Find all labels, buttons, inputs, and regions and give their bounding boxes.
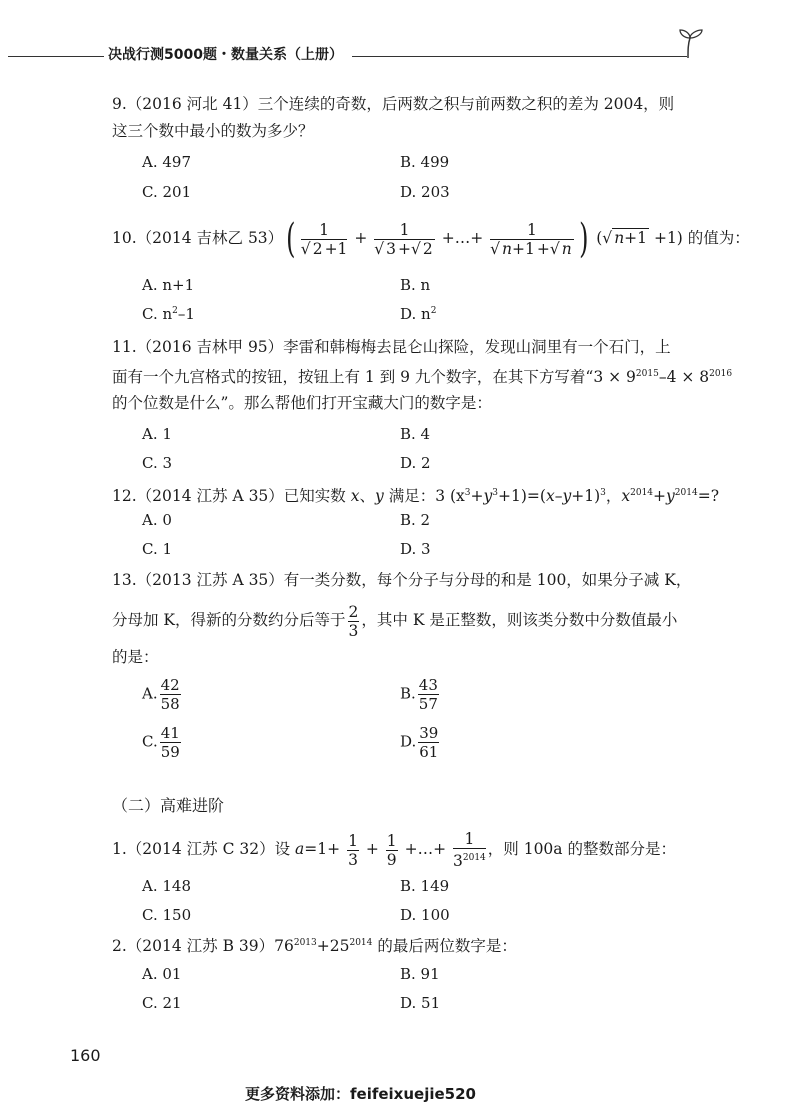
q11-line2: 面有一个九宫格式的按钮，按钮上有 1 到 9 九个数字，在其下方写着“$3 \times 9^{2015}-4 \times 8^{2016}$ [112,368,733,386]
q10-option-a: A. n+1 [142,276,195,294]
q13-frac: $\frac{2}{3}$ [348,602,359,640]
q10-stem: 10.（2014 吉林乙 53）( $\frac{1}{√ 2 +1}$ + $\frac{1}{√ 3 +√ 2}$ +…+ $\frac{1}{√ n+1 +√ n}$ ) (√ n+1 +1) 的值为： [112,216,750,262]
footer-note: 更多资料添加：feifeixuejie520 [245,1085,476,1103]
q11-line3: 的个位数是什么”。那么帮他们打开宝藏大门的数字是： [112,394,492,412]
q9-option-c: C. 201 [142,183,192,201]
q10-paren-close: ) [578,216,589,262]
q13-line1: 13.（2013 江苏 A 35）有一类分数，每个分子与分母的和是 100，如果分子减 K， [112,571,692,589]
q12-option-b: B. 2 [400,511,431,529]
q9-option-a: A. 497 [142,153,191,171]
s2-q1-option-d: D. 100 [400,906,450,924]
q9-option-d: D. 203 [400,183,450,201]
q10-option-b: B. n [400,276,431,294]
q10-option-d: D. $n^2$ [400,305,437,323]
q9-line2: 这三个数中最小的数为多少？ [112,122,314,140]
q10-suffix: 的值为： [687,229,750,247]
q9-line1: 9.（2016 河北 41）三个连续的奇数，后两数之积与前两数之积的差为 2004，则 [112,95,675,113]
s2-q2-option-c: C. 21 [142,994,182,1012]
s2-q1-stem: 1.（2014 江苏 C 32）设 a=1+ $\frac{1}{3}$ + $\frac{1}{9}$ +…+ $\frac{1}{3^{2014}}$ ，则 100a 的整数部分是： [112,830,676,870]
q13-line2: 分母加 K，得新的分数约分后等于 $\frac{2}{3}$ ，其中 K 是正整数，则该类分数中分数值最小 [112,602,678,640]
q12-stem: 12.（2014 江苏 A 35）已知实数 x、y 满足：3 $(x^3+y^3+1)=(x-y+1)^3$，$x^{2014}+y^{2014}=$? [112,487,720,505]
page-number: 160 [70,1046,101,1065]
q11-option-d: D. 2 [400,454,431,472]
q10-prefix: 10.（2014 吉林乙 53） [112,229,284,247]
s2-q1-option-a: A. 148 [142,877,191,895]
section-title: （二）高难进阶 [112,796,225,815]
q11-line1: 11.（2016 吉林甲 95）李雷和韩梅梅去昆仑山探险，发现山洞里有一个石门，上 [112,338,671,356]
s2-q2-stem: 2.（2014 江苏 B $39)76^{2013}+25^{2014}$ 的最后两位数字是： [112,937,517,955]
q13-option-c: C. $\frac{41}{59}$ [142,724,180,761]
q10-frac-2: $\frac{1}{√ 3 +√ 2}$ [374,220,433,258]
q10-frac-1: $\frac{1}{√ 2 +1}$ [300,220,348,258]
s2-q1-option-b: B. 149 [400,877,450,895]
q12-option-a: A. 0 [142,511,172,529]
q11-option-a: A. 1 [142,425,172,443]
s2-q2-option-a: A. 01 [142,965,182,983]
q13-option-b: B. $\frac{43}{57}$ [400,676,438,713]
q13-option-d: D. $\frac{39}{61}$ [400,724,439,761]
q11-option-c: C. 3 [142,454,173,472]
q10-frac-3: $\frac{1}{√ n+1 +√ n}$ [490,220,572,258]
q11-option-b: B. 4 [400,425,431,443]
q10-paren-open: ( [286,216,296,262]
running-header: 决战行测5000题・数量关系（上册） [108,47,343,63]
q9-option-b: B. 499 [400,153,450,171]
s2-q1-option-c: C. 150 [142,906,192,924]
sprout-icon [676,28,712,60]
q13-line3: 的是： [112,648,159,666]
s2-q2-option-b: B. 91 [400,965,440,983]
q10-option-c: C. $n^2-1$ [142,305,195,323]
s2-q2-option-d: D. 51 [400,994,441,1012]
header-rule-left [8,56,104,57]
q13-option-a: A. $\frac{42}{58}$ [142,676,180,713]
q12-option-d: D. 3 [400,540,431,558]
q12-option-c: C. 1 [142,540,173,558]
header-rule-right [352,56,687,57]
